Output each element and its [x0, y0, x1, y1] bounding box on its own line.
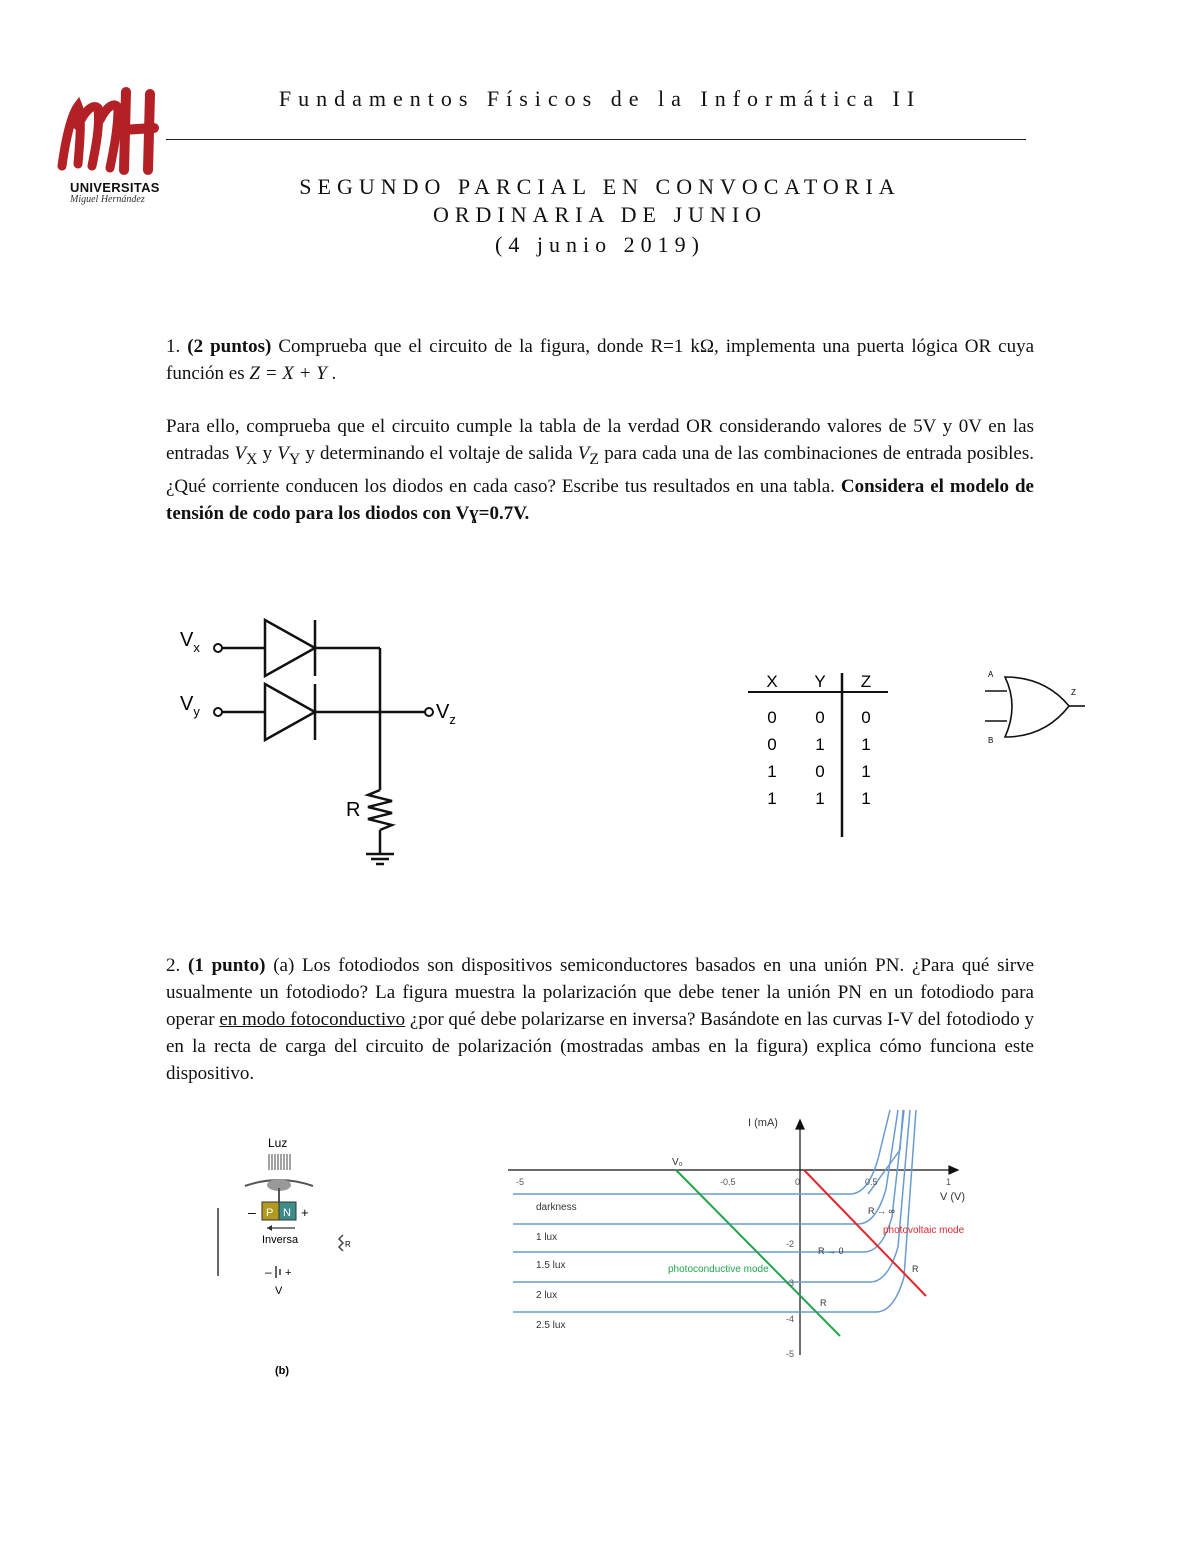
- q1-instr-bold: Considera el modelo de tensión de codo para los diodos con Vɣ=0.7V.: [166, 475, 1034, 524]
- q1-number: 1: [166, 336, 176, 357]
- q1-points: (2 puntos): [187, 336, 272, 357]
- v-label: V: [275, 1285, 283, 1297]
- logo-mark-icon: [56, 86, 166, 178]
- truth-table-header: Y: [814, 672, 826, 691]
- vy-var: V: [277, 443, 289, 464]
- course-title: Fundamentos Físicos de la Informática II: [278, 86, 922, 111]
- truth-table-cell: 1: [767, 789, 777, 808]
- q2-number: 2: [166, 955, 176, 976]
- red-line-r-label: R: [912, 1264, 919, 1274]
- r-label: R: [345, 1240, 351, 1249]
- q1-text-end: .: [331, 363, 337, 384]
- photoconductive-load-line: [676, 1170, 840, 1336]
- exam-date: (4 junio 2019): [495, 232, 705, 257]
- truth-table-header: Z: [860, 672, 872, 691]
- logo-name: UNIVERSITAS: [70, 180, 160, 195]
- truth-table-cell: 0: [861, 708, 871, 727]
- q2-underlined: en modo fotoconductivo: [219, 1009, 406, 1030]
- q1-instr-b: y determinando el voltaje de salida: [305, 443, 573, 464]
- x-axis-label: V (V): [940, 1191, 966, 1203]
- x-tick-label: -5: [516, 1177, 525, 1187]
- truth-table-header: X: [766, 672, 778, 691]
- photoconductive-label: photoconductive mode: [668, 1264, 769, 1275]
- vx-var: V: [234, 443, 247, 464]
- y-axis-label: I (mA): [748, 1117, 778, 1129]
- y-tick-label: -3: [786, 1278, 795, 1288]
- iv-curve: [513, 1110, 904, 1252]
- plus-label: +: [301, 1205, 309, 1220]
- minus-label: –: [248, 1204, 256, 1220]
- diode-x-icon: [265, 620, 315, 676]
- truth-table-cell: 1: [861, 762, 871, 781]
- vz-sub: Z: [589, 450, 600, 468]
- label-vz: $V_z$: [436, 701, 456, 727]
- q2-text-b: ¿por qué debe polarizarse en inversa? Basándote en las curvas I-V del fotodiodo y en la recta de carga del circuito de polarización (mostradas ambas en la figura) explica cómo funciona este dispositivo.: [166, 1009, 1035, 1084]
- label-vy: $V_y$: [180, 693, 200, 719]
- vo-label: V₀: [672, 1157, 683, 1168]
- truth-table-cell: 1: [815, 789, 825, 808]
- label-vx: $V_x$: [180, 629, 200, 655]
- x-tick-label: 0.5: [865, 1177, 878, 1187]
- photovoltaic-label: photovoltaic mode: [883, 1225, 965, 1236]
- x-tick-label: 1: [946, 1177, 952, 1187]
- exam-title-line-2: ORDINARIA DE JUNIO: [432, 202, 768, 227]
- truth-table-cell: 1: [861, 789, 871, 808]
- diode-y-icon: [265, 684, 315, 740]
- vz-var: V: [577, 443, 590, 464]
- n-label: N: [283, 1207, 291, 1219]
- inversa-label: Inversa: [262, 1234, 299, 1246]
- or-gate-icon: [1005, 677, 1069, 737]
- iv-curves-chart: [508, 1110, 978, 1365]
- vy-sub: Y: [288, 450, 301, 468]
- luz-label: Luz: [268, 1136, 288, 1150]
- diode-or-circuit: [170, 600, 470, 870]
- illumination-label: 1 lux: [536, 1232, 558, 1243]
- or-gate-input-b: B: [988, 736, 994, 745]
- p-label: P: [266, 1207, 274, 1219]
- illumination-label: 1.5 lux: [536, 1260, 566, 1271]
- q1-instr-y: y: [262, 443, 273, 464]
- iv-curve: [513, 1110, 890, 1194]
- truth-table-cell: 1: [815, 735, 825, 754]
- figure-caption: (b): [275, 1365, 290, 1377]
- q1-text: Comprueba que el circuito de la figura, donde R=1 kΩ, implementa una puerta lógica OR cuya función es: [166, 336, 1035, 384]
- illumination-label: 2 lux: [536, 1290, 558, 1301]
- truth-table-cell: 0: [815, 762, 825, 781]
- q1-formula: Z = X + Y: [249, 363, 327, 384]
- y-tick-label: -5: [786, 1349, 795, 1359]
- q1-instr-c: para cada una de las combinaciones de entrada posibles. ¿Qué corriente conducen los diodos en cada caso? Escribe tus resultados en una tabla.: [166, 443, 1034, 497]
- label-r: R: [346, 799, 361, 821]
- r-infinity-label: R → ∞: [868, 1206, 895, 1216]
- illumination-label: 2.5 lux: [536, 1320, 566, 1331]
- university-logo: [56, 86, 166, 211]
- q1-instr-a: Para ello, comprueba que el circuito cumple la tabla de la verdad OR considerando valores de 5V y 0V en las entradas: [166, 416, 1034, 464]
- y-axis-arrow-icon: [796, 1120, 804, 1129]
- truth-table-cell: 1: [767, 762, 777, 781]
- truth-table-cell: 0: [767, 735, 777, 754]
- green-line-r-label: R: [820, 1298, 827, 1308]
- x-tick-label: -0.5: [720, 1177, 736, 1187]
- y-tick-label: -4: [786, 1314, 795, 1324]
- battery-minus: –: [265, 1265, 272, 1279]
- logo-subtitle: Miguel Hernández: [70, 194, 145, 205]
- q2-statement: 2. (1 punto) (a) Los fotodiodos son dispositivos semiconductores basados en una unión PN. ¿Para qué sirve usualmente un fotodiodo? La figura muestra la polarización que debe tener la unión PN en un fotodiodo para operar en modo fotoconductivo ¿por qué debe polarizarse en inversa? Basándote en las curvas I-V del fotodiodo y en la recta de carga del circuito de polarización (mostradas ambas en la figura) explica cómo funciona este dispositivo.: [166, 955, 1035, 1084]
- q2-text-a: (a) Los fotodiodos son dispositivos semiconductores basados en una unión PN. ¿Para qué sirve usualmente un fotodiodo? La figura muestra la polarización que debe tener la unión PN en un fotodiodo para operar: [166, 955, 1035, 1030]
- or-gate-output: Z: [1071, 688, 1076, 697]
- or-gate-symbol: [985, 665, 1090, 745]
- vx-sub: X: [246, 450, 258, 468]
- r-zero-label: R → 0: [818, 1246, 844, 1256]
- q1-instructions: [166, 413, 1034, 527]
- header-divider: [166, 139, 1026, 140]
- y-tick-label: -2: [786, 1239, 795, 1249]
- x-tick-label: 0: [795, 1177, 801, 1187]
- resistor-icon: [368, 790, 392, 830]
- or-truth-table: [740, 665, 900, 840]
- iv-curve: [513, 1110, 910, 1282]
- photodiode-bias-figure: [215, 1130, 350, 1385]
- truth-table-cell: 0: [767, 708, 777, 727]
- q1-statement: 1. (2 puntos) Comprueba que el circuito de la figura, donde R=1 kΩ, implementa una puerta lógica OR cuya función es Z = X + Y .: [166, 336, 1035, 384]
- battery-plus: +: [285, 1267, 292, 1279]
- truth-table-cell: 0: [815, 708, 825, 727]
- illumination-label: darkness: [536, 1202, 577, 1213]
- truth-table-cell: 1: [861, 735, 871, 754]
- q2-points: (1 punto): [188, 955, 266, 976]
- exam-title-line-1: SEGUNDO PARCIAL EN CONVOCATORIA: [299, 174, 901, 199]
- or-gate-input-a: A: [988, 670, 994, 679]
- x-axis-arrow-icon: [949, 1166, 958, 1174]
